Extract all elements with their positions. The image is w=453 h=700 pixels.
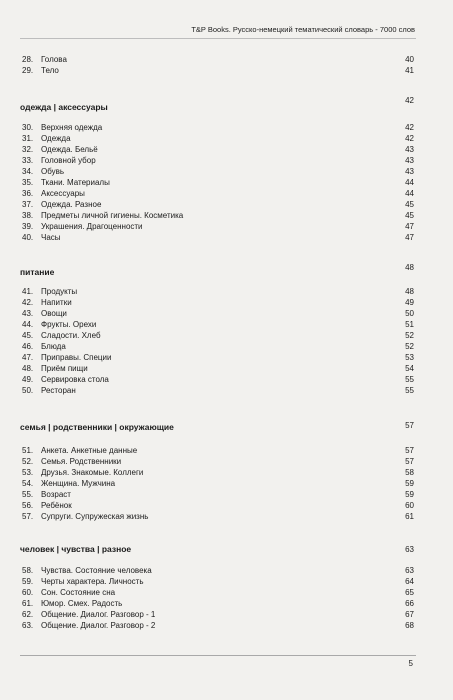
entry-number: 56. [22,501,34,510]
entry-number: 55. [22,490,34,499]
entry-title: Друзья. Знакомые. Коллеги [41,468,144,477]
page-number: 5 [408,659,413,668]
toc-entry [22,145,414,155]
entry-number: 41. [22,287,34,296]
toc-entry [22,66,414,76]
entry-title: Предметы личной гигиены. Косметика [41,211,184,220]
entry-number: 62. [22,610,34,619]
toc-entry [22,490,414,500]
entry-number: 38. [22,211,34,220]
entry-page: 52 [405,342,414,351]
entry-page: 40 [405,55,414,64]
entry-number: 37. [22,200,34,209]
entry-title: Обувь [41,167,65,176]
entry-number: 58. [22,566,34,575]
toc-entry [22,468,414,478]
entry-page: 41 [405,66,414,75]
entry-number: 57. [22,512,34,521]
toc-entry [22,457,414,467]
toc-entry [22,610,414,620]
entry-title: Напитки [41,298,72,307]
entry-title: Продукты [41,287,78,296]
toc-entry [22,566,414,576]
entry-number: 63. [22,621,34,630]
toc-entry [22,386,414,396]
entry-page: 45 [405,200,414,209]
entry-page: 59 [405,479,414,488]
entry-page: 68 [405,621,414,630]
section-heading [20,421,416,433]
entry-title: Фрукты. Орехи [41,320,97,329]
toc-entry [22,364,414,374]
entry-number: 50. [22,386,34,395]
entry-page: 43 [405,145,414,154]
toc-entry [22,599,414,609]
entry-page: 52 [405,331,414,340]
entry-number: 60. [22,588,34,597]
section-title: питание [20,267,55,277]
entry-number: 45. [22,331,34,340]
toc-entry [22,512,414,522]
toc-entry [22,167,414,177]
entry-page: 53 [405,353,414,362]
toc-entry [22,222,414,232]
toc-entry [22,233,414,243]
entry-title: Семья. Родственники [41,457,122,466]
section-page: 63 [405,545,414,554]
toc-entry [22,309,414,319]
entry-title: Одежда. Бельё [41,145,98,154]
entry-title: Головной убор [41,156,96,165]
entry-page: 67 [405,610,414,619]
entry-page: 47 [405,222,414,231]
section-page: 42 [405,96,414,105]
entry-number: 52. [22,457,34,466]
entry-page: 55 [405,386,414,395]
entry-title: Аксессуары [41,189,85,198]
entry-title: Сервировка стола [41,375,109,384]
entry-page: 47 [405,233,414,242]
entry-title: Приём пищи [41,364,88,373]
entry-number: 43. [22,309,34,318]
entry-title: Общение. Диалог. Разговор - 1 [41,610,156,619]
section-heading [20,263,416,278]
entry-number: 33. [22,156,34,165]
entry-page: 44 [405,178,414,187]
entry-number: 61. [22,599,34,608]
entry-number: 32. [22,145,34,154]
entry-page: 54 [405,364,414,373]
toc-entry [22,353,414,363]
running-header: T&P Books. Русско-немецкий тематический словарь - 7000 слов [191,25,415,34]
toc-entry [22,479,414,489]
entry-number: 47. [22,353,34,362]
entry-number: 51. [22,446,34,455]
entry-title: Супруги. Супружеская жизнь [41,512,149,521]
entry-page: 51 [405,320,414,329]
entry-title: Верхняя одежда [41,123,103,132]
entry-title: Сладости. Хлеб [41,331,101,340]
toc-entry [22,200,414,210]
entry-number: 44. [22,320,34,329]
entry-title: Возраст [41,490,71,499]
entry-title: Женщина. Мужчина [41,479,116,488]
entry-number: 46. [22,342,34,351]
entry-page: 44 [405,189,414,198]
entry-title: Голова [41,55,67,64]
entry-page: 60 [405,501,414,510]
entry-title: Чувства. Состояние человека [41,566,152,575]
toc-entry [22,320,414,330]
entry-number: 30. [22,123,34,132]
entry-page: 59 [405,490,414,499]
entry-page: 66 [405,599,414,608]
entry-page: 57 [405,446,414,455]
toc-entry [22,189,414,199]
toc-entry [22,298,414,308]
entry-number: 39. [22,222,34,231]
entry-page: 42 [405,134,414,143]
entry-title: Ребёнок [41,501,72,510]
entry-page: 49 [405,298,414,307]
section-page: 57 [405,421,414,430]
entry-title: Черты характера. Личность [41,577,144,586]
section-heading [20,543,416,555]
toc-entry [22,123,414,133]
toc-entry [22,178,414,188]
entry-page: 57 [405,457,414,466]
entry-title: Одежда [41,134,71,143]
toc-entry [22,287,414,297]
header-divider [20,38,416,39]
toc-entry [22,342,414,352]
section-title: семья | родственники | окружающие [20,422,174,432]
toc-entry [22,621,414,631]
entry-page: 45 [405,211,414,220]
entry-number: 53. [22,468,34,477]
entry-page: 43 [405,156,414,165]
toc-entry [22,446,414,456]
entry-page: 61 [405,512,414,521]
entry-number: 34. [22,167,34,176]
toc-entry [22,375,414,385]
entry-page: 50 [405,309,414,318]
toc-entry [22,55,414,65]
entry-page: 65 [405,588,414,597]
footer-divider [20,655,416,656]
entry-title: Ткани. Материалы [41,178,110,187]
section-title: одежда | аксессуары [20,102,108,112]
toc-entry [22,331,414,341]
entry-number: 31. [22,134,34,143]
toc-entry [22,588,414,598]
entry-title: Анкета. Анкетные данные [41,446,138,455]
entry-title: Сон. Состояние сна [41,588,116,597]
entry-number: 42. [22,298,34,307]
entry-page: 64 [405,577,414,586]
entry-page: 42 [405,123,414,132]
entry-title: Одежда. Разное [41,200,102,209]
entry-page: 55 [405,375,414,384]
entry-page: 63 [405,566,414,575]
toc-entry [22,501,414,511]
section-page: 48 [405,263,414,272]
entry-number: 48. [22,364,34,373]
entry-title: Блюда [41,342,66,351]
entry-title: Общение. Диалог. Разговор - 2 [41,621,156,630]
entry-number: 36. [22,189,34,198]
entry-number: 49. [22,375,34,384]
toc-entry [22,156,414,166]
entry-number: 29. [22,66,34,75]
entry-number: 28. [22,55,34,64]
entry-page: 58 [405,468,414,477]
section-heading [20,96,416,113]
entry-title: Приправы. Специи [41,353,112,362]
toc-entry [22,577,414,587]
entry-page: 43 [405,167,414,176]
entry-number: 59. [22,577,34,586]
entry-title: Юмор. Смех. Радость [41,599,123,608]
toc-entry [22,134,414,144]
toc-entry [22,211,414,221]
entry-title: Украшения. Драгоценности [41,222,143,231]
entry-title: Овощи [41,309,67,318]
section-title: человек | чувства | разное [20,544,132,554]
entry-title: Тело [41,66,59,75]
entry-title: Часы [41,233,61,242]
entry-number: 35. [22,178,34,187]
entry-number: 54. [22,479,34,488]
entry-title: Ресторан [41,386,76,395]
entry-number: 40. [22,233,34,242]
entry-page: 48 [405,287,414,296]
